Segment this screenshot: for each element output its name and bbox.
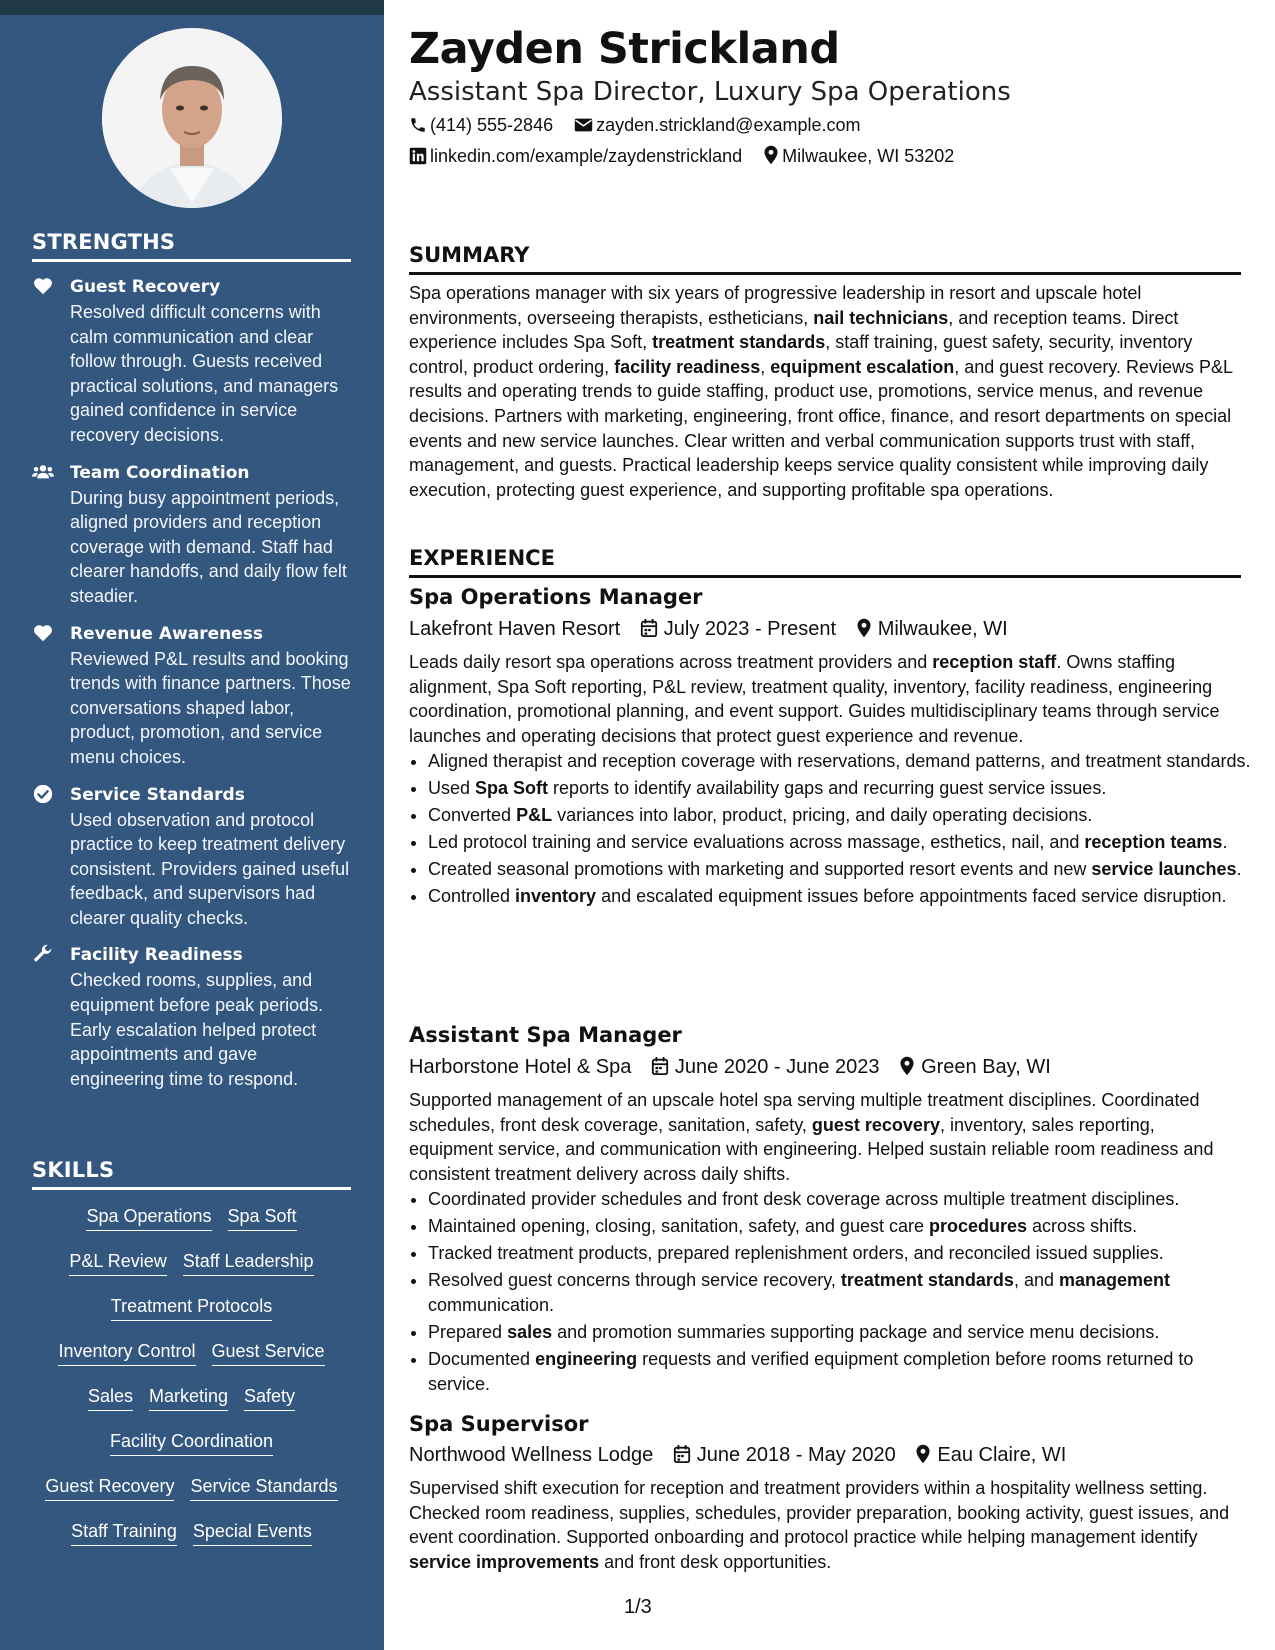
text-segment: . — [1236, 859, 1242, 880]
skill-row — [32, 1384, 351, 1429]
page-number: 1/3 — [624, 1596, 652, 1618]
phone-text: (414) 555-2846 — [430, 115, 554, 135]
email-text: zayden.strickland@example.com — [596, 115, 861, 135]
phone-contact[interactable] — [409, 113, 553, 137]
text-segment: reports to identify availability gaps and recurring guest service issues. — [548, 778, 1107, 799]
strength-item — [32, 274, 351, 448]
job-bullet — [428, 749, 1260, 774]
text-segment: , — [760, 356, 771, 377]
skills-heading: SKILLS — [32, 1158, 351, 1190]
location-text: Milwaukee, WI 53202 — [782, 146, 955, 166]
job-role: Spa Operations Manager — [409, 585, 703, 609]
map-pin-icon — [899, 1056, 915, 1076]
text-segment: , staff training, guest safety, security, inventory control, product ordering, — [409, 332, 1193, 377]
bold-phrase: nail technicians — [813, 307, 949, 328]
skill-tag: Guest Service — [212, 1339, 325, 1366]
job-description — [409, 1476, 1241, 1574]
envelope-icon — [574, 116, 593, 134]
job-dates — [673, 1441, 896, 1469]
summary-text — [409, 281, 1241, 502]
linkedin-contact[interactable] — [409, 144, 742, 168]
skill-tag: Guest Recovery — [45, 1474, 174, 1501]
skill-tag: Staff Training — [71, 1519, 177, 1546]
strength-description: Used observation and protocol practice to keep treatment delivery consistent. Providers gained useful feedback, and supervisors had clearer quality checks. — [70, 809, 350, 928]
skill-tag: Service Standards — [190, 1474, 337, 1501]
job-bullet — [428, 1187, 1260, 1212]
text-segment: Aligned therapist and reception coverage with reservations, demand patterns, and treatment standards. — [428, 751, 1251, 771]
skills-list — [32, 1204, 351, 1564]
job-meta — [409, 1053, 1065, 1081]
text-segment: Converted — [428, 805, 517, 826]
phone-icon — [409, 116, 427, 134]
job-description — [409, 1088, 1241, 1186]
job-role: Spa Supervisor — [409, 1412, 589, 1436]
skill-row — [32, 1249, 351, 1294]
job-company: Northwood Wellness Lodge — [409, 1444, 654, 1466]
bold-phrase: sales — [507, 1321, 553, 1342]
job-bullet — [428, 857, 1260, 882]
text-segment: , inventory, sales reporting, equipment service, and communication with engineering. Helped sustain reliable room readiness and consistent treatment delivery across daily shifts. — [409, 1114, 1214, 1184]
job-location-text: Milwaukee, WI — [877, 618, 1008, 640]
strength-item — [32, 621, 351, 770]
skills-section — [32, 1158, 351, 1564]
bold-phrase: guest recovery — [811, 1114, 940, 1135]
bold-phrase: equipment escalation — [770, 356, 955, 377]
map-pin-icon — [856, 618, 872, 638]
users-icon — [32, 461, 54, 483]
job-bullet — [428, 1347, 1260, 1396]
job-bullet — [428, 1241, 1260, 1266]
experience-heading: EXPERIENCE — [409, 543, 1241, 578]
strength-title: Facility Readiness — [70, 945, 243, 966]
bold-phrase: inventory — [515, 886, 597, 907]
calendar-icon — [673, 1444, 691, 1464]
profile-photo — [102, 28, 282, 208]
calendar-icon — [640, 618, 658, 638]
skill-tag: Staff Leadership — [183, 1249, 314, 1276]
heart-icon — [32, 622, 54, 644]
text-segment: and promotion summaries supporting package and service menu decisions. — [552, 1321, 1160, 1342]
text-segment: , and guest recovery. Reviews P&L results and operating trends to guide staffing, product use, promotions, service menus, and revenue decisions. Partners with marketing, engineering, front office, finance, and resort departments on special events and new service launches. Clear written and verbal communication supports trust with staff, management, and guests. Practical leadership keeps service quality consistent while improving daily execution, protecting guest experience, and supporting profitable spa operations. — [409, 356, 1233, 500]
text-segment: . Owns staffing alignment, Spa Soft reporting, P&L review, treatment quality, inventory, facility readiness, engineering coordination, promotional planning, and event support. Guides multidisciplinary teams through service launches and operating decisions that protect guest experience and revenue. — [409, 652, 1220, 746]
bold-phrase: reception teams — [1084, 832, 1223, 853]
heart-icon — [32, 275, 54, 297]
sidebar — [0, 0, 384, 1650]
contact-row — [409, 144, 970, 168]
bold-phrase: P&L — [516, 805, 553, 826]
job-location-text: Green Bay, WI — [921, 1056, 1051, 1078]
strengths-heading: STRENGTHS — [32, 230, 351, 262]
job-bullet — [428, 1214, 1260, 1239]
contact-row — [409, 113, 877, 137]
text-segment: Led protocol training and service evaluations across massage, esthetics, nail, and — [428, 832, 1085, 853]
job-bullet — [428, 1268, 1260, 1317]
bold-phrase: management — [1058, 1270, 1171, 1291]
job-company: Harborstone Hotel & Spa — [409, 1056, 632, 1078]
strength-title: Revenue Awareness — [70, 623, 264, 644]
calendar-icon — [651, 1056, 669, 1076]
wrench-icon — [32, 943, 54, 965]
text-segment: Used — [428, 778, 476, 799]
summary-heading: SUMMARY — [409, 240, 1241, 275]
bold-phrase: service launches — [1091, 859, 1237, 880]
skill-tag: Marketing — [149, 1384, 228, 1411]
skill-tag: Sales — [88, 1384, 133, 1411]
bold-phrase: engineering — [535, 1349, 638, 1370]
text-segment: Controlled — [428, 886, 516, 907]
strength-item — [32, 782, 351, 931]
strengths-section — [32, 230, 351, 1091]
job-bullet — [428, 803, 1260, 828]
text-segment: Spa operations manager with six years of progressive leadership in resort and upscale hotel environments, overseeing therapists, estheticians, — [409, 283, 1142, 328]
text-segment: and escalated equipment issues before appointments faced service disruption. — [596, 886, 1227, 907]
skill-row — [32, 1429, 351, 1474]
bold-phrase: reception staff — [932, 652, 1057, 672]
skill-row — [32, 1474, 351, 1519]
text-segment: across shifts. — [1027, 1216, 1138, 1237]
text-segment: Created seasonal promotions with marketing and supported resort events and new — [428, 859, 1092, 880]
strength-title: Service Standards — [70, 784, 245, 805]
bold-phrase: service improvements — [409, 1551, 600, 1572]
bold-phrase: facility readiness — [614, 356, 761, 377]
skill-tag: Special Events — [193, 1519, 312, 1546]
job-dates-text: June 2020 - June 2023 — [674, 1056, 880, 1078]
skill-tag: Facility Coordination — [110, 1429, 273, 1456]
text-segment: Resolved guest concerns through service recovery, — [428, 1270, 841, 1291]
text-segment: requests and verified equipment completion before rooms returned to service. — [428, 1349, 1194, 1394]
text-segment: , and — [1013, 1270, 1059, 1291]
job-bullet — [428, 830, 1260, 855]
avatar — [102, 28, 282, 208]
skill-row — [32, 1204, 351, 1249]
text-segment: Coordinated provider schedules and front desk coverage across multiple treatment disciplines. — [428, 1189, 1180, 1209]
linkedin-text: linkedin.com/example/zaydenstrickland — [430, 146, 743, 166]
strength-description: Checked rooms, supplies, and equipment before peak periods. Early escalation helped protect appointments and gave engineering time to respond. — [70, 970, 324, 1089]
bold-phrase: treatment standards — [652, 332, 826, 353]
bold-phrase: procedures — [929, 1216, 1028, 1237]
job-dates — [651, 1053, 880, 1081]
job-bullet — [428, 776, 1260, 801]
job-location — [856, 615, 1008, 643]
strength-description: Resolved difficult concerns with calm communication and clear follow through. Guests received practical solutions, and managers gained confidence in service recovery decisions. — [70, 302, 339, 445]
text-segment: variances into labor, product, pricing, and daily operating decisions. — [552, 805, 1093, 826]
job-dates-text: June 2018 - May 2020 — [696, 1444, 896, 1466]
job-meta — [409, 1441, 1080, 1469]
skill-tag: Treatment Protocols — [111, 1294, 272, 1321]
text-segment: , and reception teams. Direct experience includes Spa Soft, — [409, 307, 1179, 353]
location-contact — [763, 144, 954, 168]
skill-tag: Spa Soft — [228, 1204, 297, 1231]
map-pin-icon — [763, 145, 779, 165]
skill-tag: Safety — [244, 1384, 295, 1411]
text-segment: Leads daily resort spa operations across treatment providers and — [409, 652, 933, 672]
text-segment: Prepared — [428, 1321, 508, 1342]
job-description — [409, 650, 1241, 748]
job-location-text: Eau Claire, WI — [937, 1444, 1067, 1466]
strength-description: Reviewed P&L results and booking trends with finance partners. Those conversations shaped labor, product, promotion, and service menu choices. — [70, 648, 351, 767]
job-company: Lakefront Haven Resort — [409, 618, 621, 640]
sidebar-top-bar — [0, 0, 384, 15]
text-segment: communication. — [428, 1294, 555, 1315]
job-bullets — [409, 1187, 1260, 1399]
strength-title: Guest Recovery — [70, 277, 221, 297]
email-contact[interactable] — [574, 113, 860, 137]
text-segment: Tracked treatment products, prepared replenishment orders, and reconciled issued supplies. — [428, 1243, 1164, 1264]
job-role: Assistant Spa Manager — [409, 1023, 682, 1047]
strength-item — [32, 942, 351, 1091]
bold-phrase: treatment standards — [840, 1270, 1014, 1291]
text-segment: and front desk opportunities. — [599, 1551, 832, 1572]
strength-title: Team Coordination — [70, 462, 250, 483]
strength-description: During busy appointment periods, aligned providers and reception coverage with demand. Staff had clearer handoffs, and daily flow felt steadier. — [70, 487, 347, 606]
map-pin-icon — [915, 1444, 931, 1464]
skill-row — [32, 1294, 351, 1339]
skill-row — [32, 1339, 351, 1384]
bold-phrase: Spa Soft — [475, 778, 549, 799]
job-bullet — [428, 884, 1260, 909]
strength-item — [32, 460, 351, 609]
skill-tag: Spa Operations — [86, 1204, 211, 1231]
skill-row — [32, 1519, 351, 1564]
job-bullets — [409, 749, 1260, 912]
text-segment: Documented — [428, 1349, 536, 1370]
candidate-title: Assistant Spa Director, Luxury Spa Operations — [409, 77, 1011, 107]
text-segment: Supported management of an upscale hotel spa serving multiple treatment disciplines. Coordinated schedules, front desk coverage, sanitation, safety, — [409, 1090, 1200, 1135]
skill-tag: Inventory Control — [58, 1339, 195, 1366]
linkedin-icon — [409, 147, 427, 165]
text-segment: . — [1222, 832, 1228, 853]
job-dates-text: July 2023 - Present — [663, 618, 837, 640]
job-dates — [640, 615, 836, 643]
check-circle-icon — [32, 783, 54, 805]
text-segment: Supervised shift execution for reception and treatment providers within a hospitality wellness setting. Checked room readiness, supplies, schedules, provider preparation, booking activity, guest issues, and event coordination. Supported onboarding and protocol practice while helping management identify — [409, 1478, 1230, 1548]
job-meta — [409, 615, 1022, 643]
job-location — [899, 1053, 1051, 1081]
job-location — [915, 1441, 1066, 1469]
candidate-name: Zayden Strickland — [409, 24, 840, 74]
text-segment: Maintained opening, closing, sanitation, safety, and guest care — [428, 1216, 929, 1237]
skill-tag: P&L Review — [69, 1249, 166, 1276]
job-bullet — [428, 1320, 1260, 1345]
